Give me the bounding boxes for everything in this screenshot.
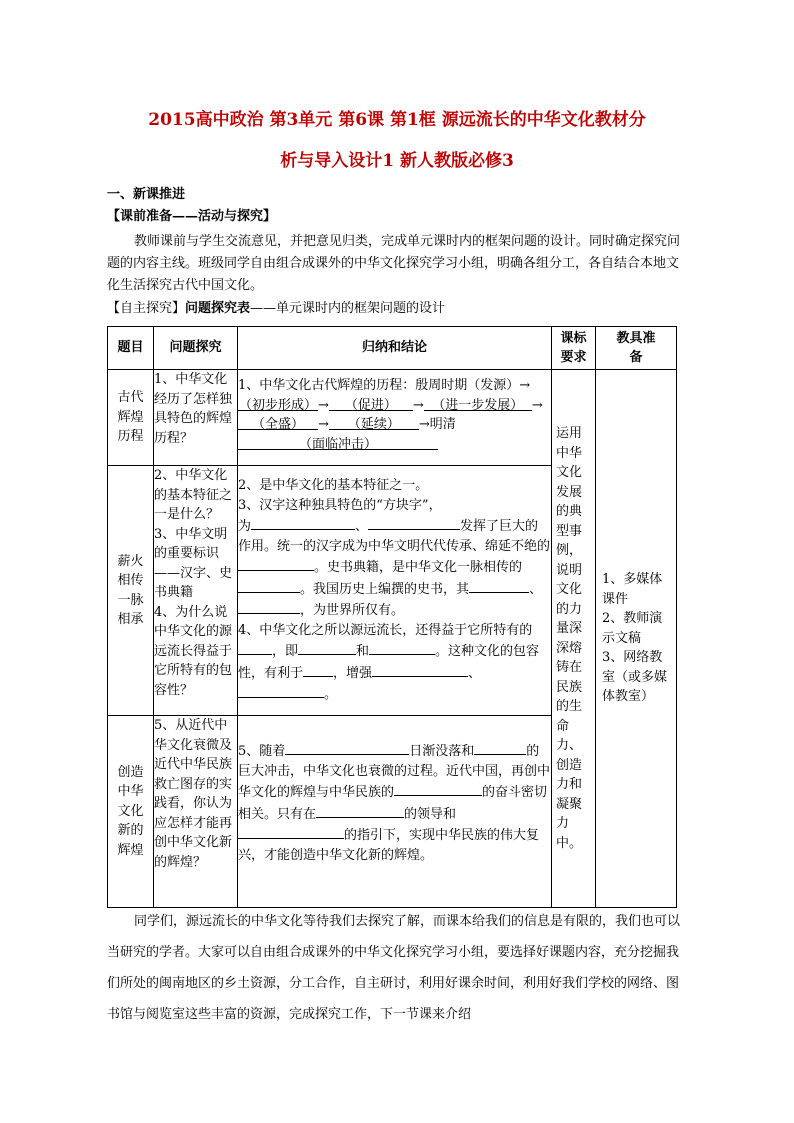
question-cell: 2、中华文化的基本特征之一是什么？ 3、中华文明的重要标识——汉字、史书典籍 4、为什么说中华文化的源远流长得益于它所特有的包容性？ — [154, 466, 238, 716]
table-header-row — [108, 327, 677, 370]
document-title-line-1: 2015高中政治 第3单元 第6课 第1框 源远流长的中华文化教材分 — [148, 110, 646, 130]
header-topic: 题目 — [108, 327, 154, 370]
blank — [369, 640, 435, 655]
table-caption — [107, 300, 445, 318]
conclusion-cell: 1、中华文化古代辉煌的历程：殷周时期（发源）→（初步形成）→ （促进） → （进一步发展） →（全盛） → （延续） →明清 （面临冲击） — [238, 370, 552, 466]
topic-cell: 薪火相传一脉相承 — [108, 466, 154, 716]
document-title-line-2: 析与导入设计1 新人教版必修3 — [280, 151, 514, 171]
blank — [285, 740, 409, 755]
blank — [238, 578, 300, 593]
question-cell: 1、中华文化经历了怎样独具特色的辉煌历程？ — [154, 370, 238, 466]
topic-cell: 古代辉煌历程 — [108, 370, 154, 466]
conclusion-cell: 2、是中华文化的基本特征之一。 3、汉字这种独具特色的“方块字”， 为 、 发挥了巨大的作用。统一的汉字成为中华文明代代传承、绵延不绝的。史书典籍，是中华文化一脉相传的。我国历史上编撰的史书，其 、，为世界所仅有。 4、中华文化之所以源远流长，还得益于它所特有的，即 和 。这种文化的包容性，有利于 ，增强 、。 — [238, 466, 552, 716]
topic-cell: 创造中华文化新的辉煌 — [108, 716, 154, 908]
closing-paragraph: 同学们，源远流长的中华文化等待我们去探究了解，而课本给我们的信息是有限的，我们也可以当研究的学者。大家可以自由组合成课外的中华文化探究学习小组，要选择好课题内容，充分挖掘我们所处的闽南地区的乡土资源，分工合作，自主研讨，利用好课余时间，利用好我们学校的网络、图书馆与阅览室这些丰富的资源，完成探究工作，下一节课来介绍 — [107, 914, 681, 1022]
aids-cell — [596, 370, 677, 908]
aid-item: 1、多媒体课件 — [602, 572, 663, 607]
blank — [469, 578, 529, 593]
caption-bold: 问题探究表 — [185, 301, 251, 316]
header-aids: 教具准备 — [596, 327, 677, 370]
blank — [303, 662, 333, 677]
blank: （促进） — [329, 396, 413, 411]
caption-bracket: 【自主探究】 — [107, 301, 186, 316]
aid-item: 3、网络教室（或多媒体教室） — [602, 650, 668, 705]
conclusion-cell: 5、随着 日渐没落和 的巨大冲击，中华文化也衰微的过程。近代中国，再创中华文化的辉煌与中华民族的 的奋斗密切相关。只有在 的领导和的指引下，实现中华民族的伟大复兴，才能创造中华文化新的辉煌。 — [238, 716, 552, 908]
blank — [474, 740, 526, 755]
inquiry-table — [107, 326, 677, 908]
blank — [298, 640, 356, 655]
caption-rest: ——单元课时内的框架问题的设计 — [250, 301, 446, 316]
header-standard: 课标要求 — [552, 327, 596, 370]
blank — [316, 803, 404, 818]
blank — [238, 599, 300, 614]
blank: （初步形成） — [238, 397, 317, 413]
blank — [251, 515, 355, 530]
section-heading: 一、新课推进 — [107, 187, 186, 202]
header-question: 问题探究 — [154, 327, 238, 370]
aid-item: 2、教师演示文稿 — [602, 611, 663, 646]
question-cell: 5、从近代中华文化衰微及近代中华民族救亡图存的实践看，你认为应怎样才能再创中华文化新的辉煌？ — [154, 716, 238, 908]
blank — [238, 824, 344, 839]
blank — [238, 683, 324, 698]
blank — [238, 640, 272, 655]
standard-cell: 运用中华文化发展的典型事例，说明文化的力量深深熔铸在民族的生命力、创造力和凝聚力中。 — [552, 370, 596, 908]
blank — [368, 515, 460, 530]
blank: （延续） — [329, 415, 419, 430]
blank: （全盛） — [238, 415, 318, 430]
blank — [372, 662, 468, 677]
intro-paragraph: 教师课前与学生交流意见，并把意见归类，完成单元课时内的框架问题的设计。同时确定探究问题的内容主线。班级同学自由组合成课外的中华文化探究学习小组，明确各组分工，各自结合本地文化生活探究古代中国文化。 — [107, 234, 681, 293]
blank — [238, 556, 314, 571]
blank: （进一步发展） — [424, 396, 532, 411]
section-subheading: 【课前准备——活动与探究】 — [107, 209, 277, 224]
blank: （面临冲击） — [238, 435, 438, 450]
header-conclusion: 归纳和结论 — [238, 327, 552, 370]
table-row — [108, 370, 677, 466]
blank — [394, 781, 482, 796]
